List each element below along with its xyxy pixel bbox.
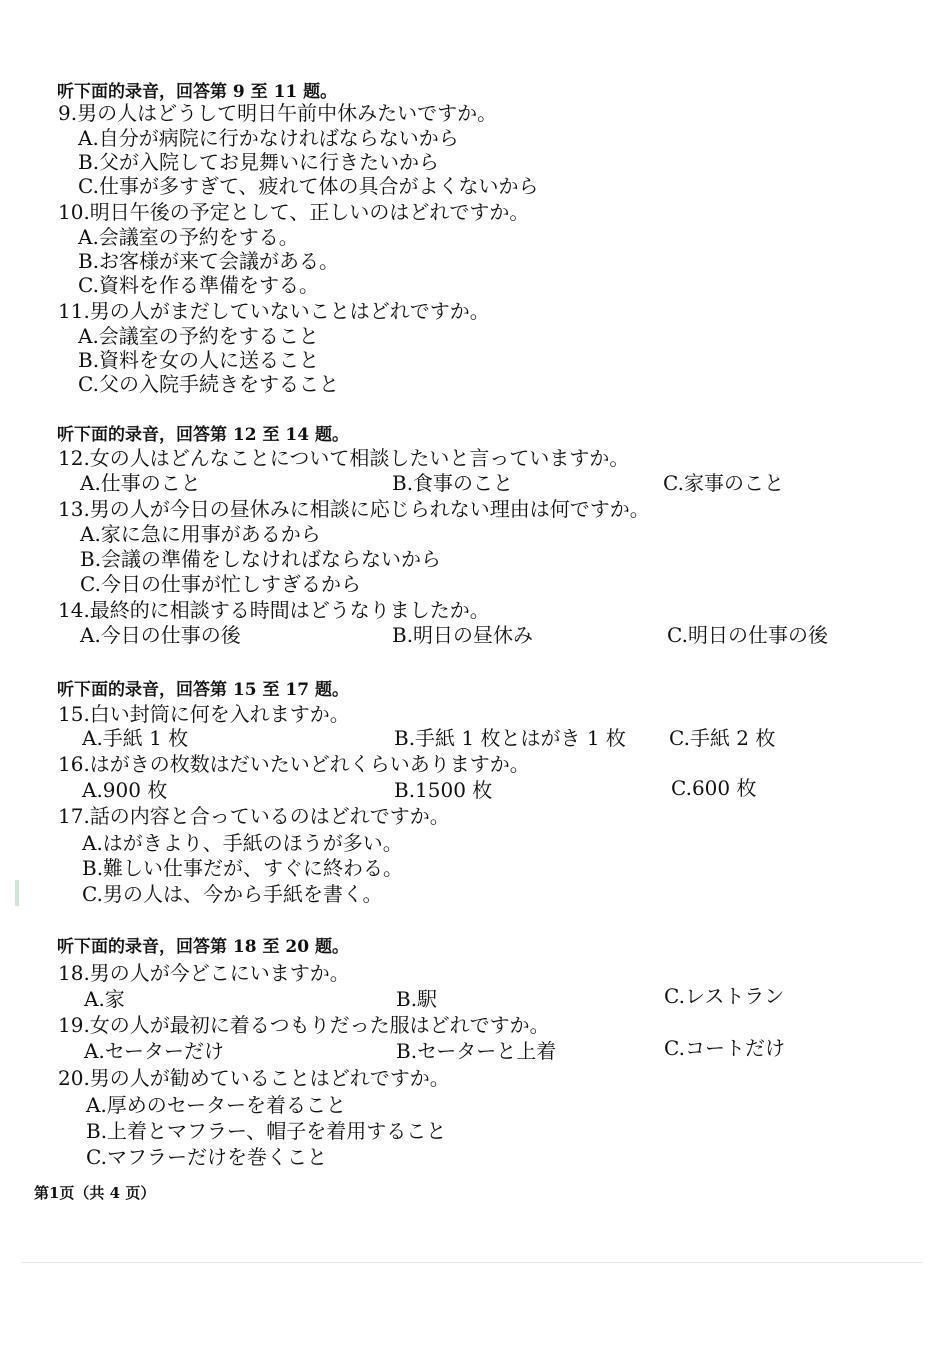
section-heading: 听下面的录音，回答第 9 至 11 题。: [57, 82, 338, 102]
option-17-a: A.はがきより、手紙のほうが多い。: [82, 831, 403, 855]
option-12-b: B.食事のこと: [392, 471, 514, 495]
option-20-c: C.マフラーだけを巻くこと: [86, 1145, 327, 1169]
question-18: 18.男の人が今どこにいますか。: [58, 961, 350, 985]
option-14-a: A.今日の仕事の後: [80, 623, 241, 647]
page-footer: 第1页（共 4 页）: [34, 1184, 156, 1202]
question-19: 19.女の人が最初に着るつもりだった服はどれですか。: [58, 1013, 550, 1037]
option-14-c: C.明日の仕事の後: [667, 623, 828, 647]
option-10-b: B.お客様が来て会議がある。: [78, 249, 340, 273]
option-13-c: C.今日の仕事が忙しすぎるから: [80, 572, 361, 596]
option-11-b: B.資料を女の人に送ること: [78, 348, 320, 372]
option-11-a: A.会議室の予約をすること: [78, 324, 319, 348]
option-15-c: C.手紙 2 枚: [669, 726, 776, 750]
section-heading: 听下面的录音，回答第 12 至 14 题。: [57, 425, 349, 445]
option-13-b: B.会議の準備をしなければならないから: [80, 547, 442, 571]
question-10: 10.明日午後の予定として、正しいのはどれですか。: [58, 200, 530, 224]
option-20-a: A.厚めのセーターを着ること: [86, 1093, 347, 1117]
option-9-c: C.仕事が多すぎて、疲れて体の具合がよくないから: [78, 174, 539, 198]
option-16-b: B.1500 枚: [394, 778, 493, 802]
option-17-b: B.難しい仕事だが、すぐに終わる。: [82, 856, 404, 880]
option-15-b: B.手紙 1 枚とはがき 1 枚: [394, 726, 626, 750]
scan-mark: [15, 880, 19, 906]
option-18-b: B.駅: [396, 987, 438, 1011]
question-9: 9.男の人はどうして明日午前中休みたいですか。: [58, 101, 498, 125]
option-11-c: C.父の入院手続きをすること: [78, 372, 339, 396]
question-16: 16.はがきの枚数はだいたいどれくらいありますか。: [58, 752, 530, 776]
option-18-c: C.レストラン: [664, 984, 785, 1008]
question-13: 13.男の人が今日の昼休みに相談に応じられない理由は何ですか。: [58, 497, 650, 521]
option-13-a: A.家に急に用事があるから: [80, 522, 321, 546]
section-heading: 听下面的录音，回答第 15 至 17 题。: [57, 680, 349, 700]
option-12-a: A.仕事のこと: [80, 471, 201, 495]
option-19-b: B.セーターと上着: [396, 1039, 557, 1063]
question-15: 15.白い封筒に何を入れますか。: [58, 702, 350, 726]
question-11: 11.男の人がまだしていないことはどれですか。: [58, 299, 490, 323]
question-14: 14.最終的に相談する時間はどうなりましたか。: [58, 598, 490, 622]
option-12-c: C.家事のこと: [663, 471, 784, 495]
option-19-a: A.セーターだけ: [84, 1039, 225, 1063]
question-17: 17.話の内容と合っているのはどれですか。: [58, 804, 450, 828]
option-17-c: C.男の人は、今から手紙を書く。: [82, 882, 383, 906]
option-9-b: B.父が入院してお見舞いに行きたいから: [78, 150, 440, 174]
option-9-a: A.自分が病院に行かなければならないから: [78, 126, 459, 150]
option-19-c: C.コートだけ: [664, 1036, 785, 1060]
question-20: 20.男の人が勧めていることはどれですか。: [58, 1066, 450, 1090]
option-10-a: A.会議室の予約をする。: [78, 225, 299, 249]
page-bottom-rule: [22, 1262, 922, 1263]
option-14-b: B.明日の昼休み: [392, 623, 534, 647]
option-18-a: A.家: [84, 987, 125, 1011]
option-16-a: A.900 枚: [82, 778, 168, 802]
option-20-b: B.上着とマフラー、帽子を着用すること: [86, 1119, 447, 1143]
question-12: 12.女の人はどんなことについて相談したいと言っていますか。: [58, 446, 630, 470]
option-15-a: A.手紙 1 枚: [82, 726, 189, 750]
option-10-c: C.資料を作る準備をする。: [78, 273, 319, 297]
section-heading: 听下面的录音，回答第 18 至 20 题。: [57, 937, 349, 957]
option-16-c: C.600 枚: [671, 776, 757, 800]
